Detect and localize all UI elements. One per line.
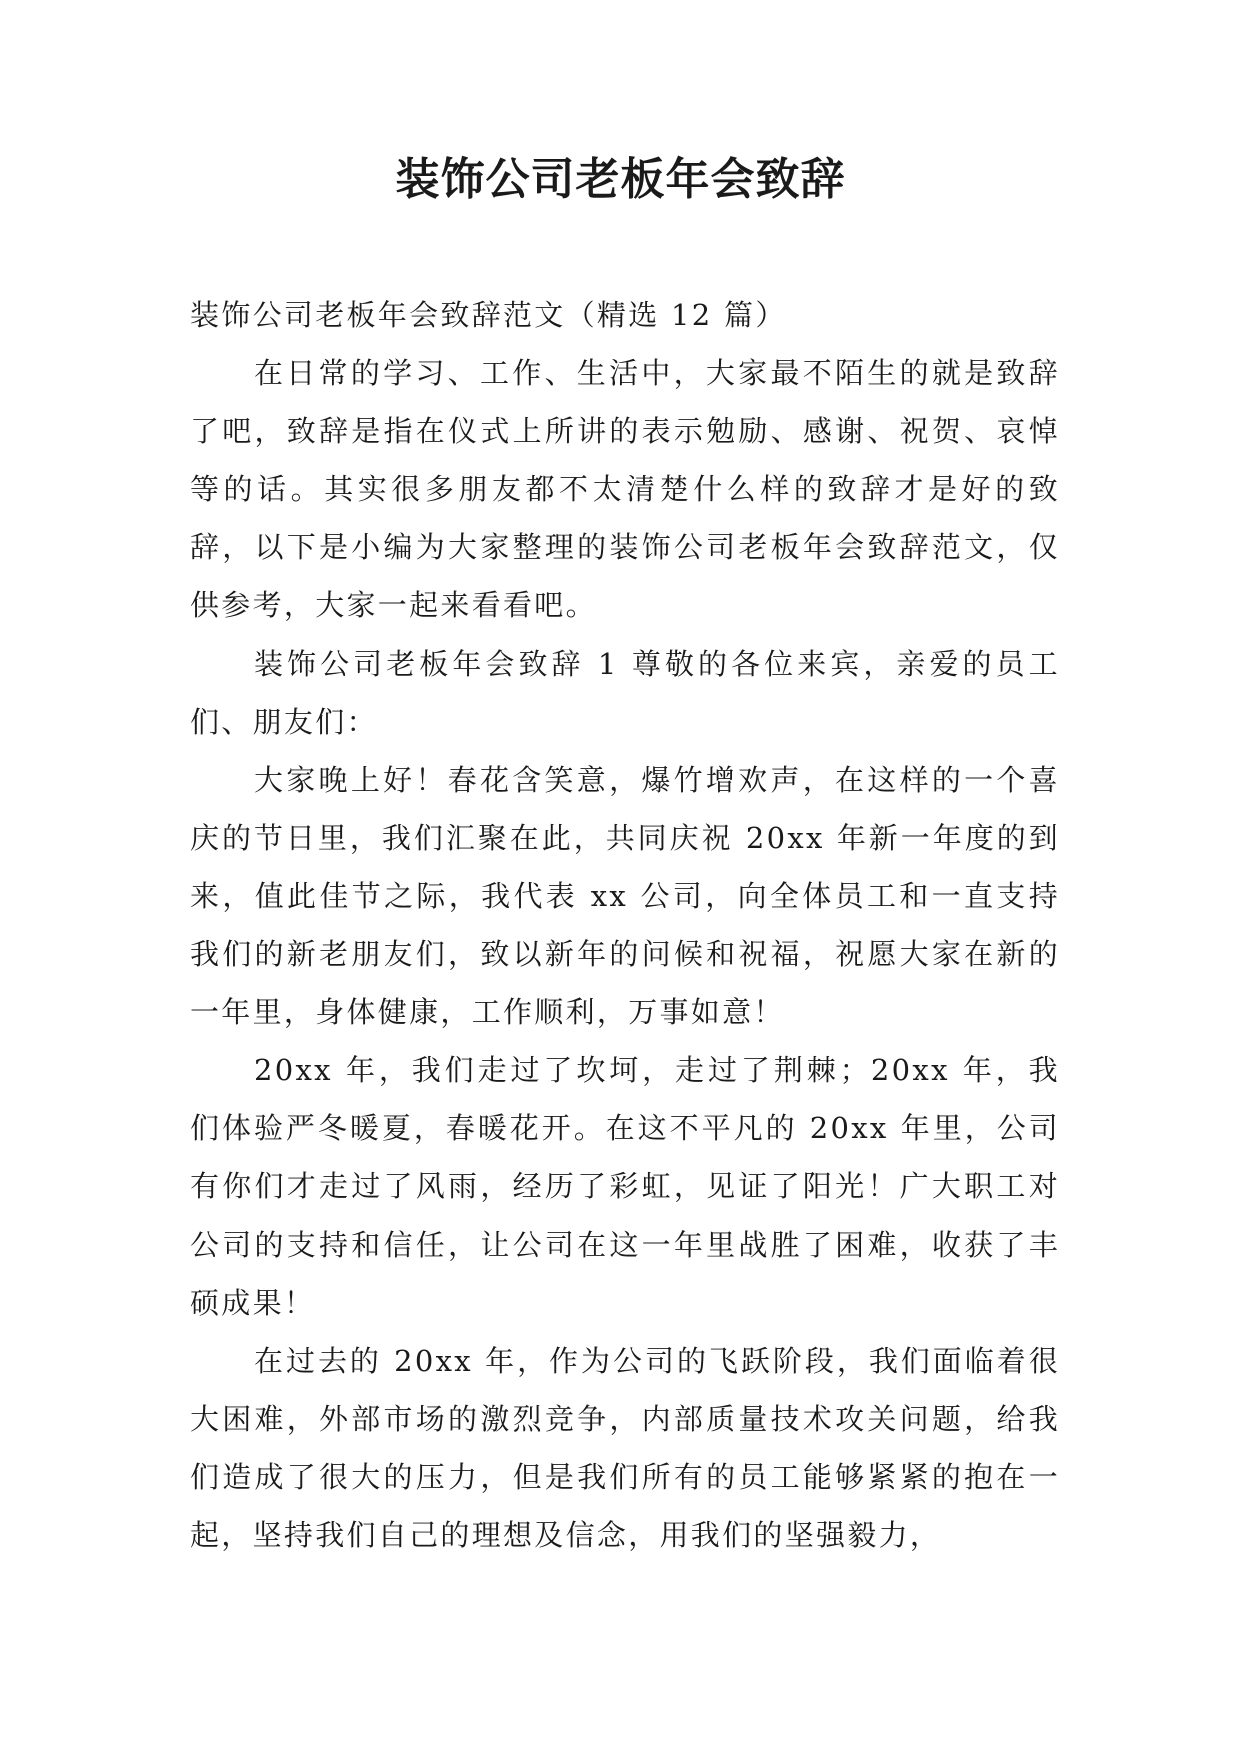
challenge-paragraph: 在过去的 20xx 年，作为公司的飞跃阶段，我们面临着很大困难，外部市场的激烈竞争，内部质量技术攻关问题，给我们造成了很大的压力，但是我们所有的员工能够紧紧的抱在一起，坚持我们自己的理想及信念，用我们的坚强毅力， — [190, 1343, 1060, 1552]
document-title: 装饰公司老板年会致辞 — [395, 154, 846, 205]
speech-heading-paragraph: 装饰公司老板年会致辞 1 尊敬的各位来宾，亲爱的员工们、朋友们： — [190, 646, 1060, 739]
document-body — [190, 286, 1060, 1564]
review-paragraph: 20xx 年，我们走过了坎坷，走过了荆棘；20xx 年，我们体验严冬暖夏，春暖花开。在这不平凡的 20xx 年里，公司有你们才走过了风雨，经历了彩虹，见证了阳光！广大职工对公司的支持和信任，让公司在这一年里战胜了困难，收获了丰硕成果！ — [190, 1053, 1060, 1320]
intro-paragraph: 在日常的学习、工作、生活中，大家最不陌生的就是致辞了吧，致辞是指在仪式上所讲的表示勉励、感谢、祝贺、哀悼等的话。其实很多朋友都不太清楚什么样的致辞才是好的致辞，以下是小编为大家整理的装饰公司老板年会致辞范文，仅供参考，大家一起来看看吧。 — [190, 356, 1060, 623]
subtitle-paragraph: 装饰公司老板年会致辞范文（精选 12 篇） — [190, 298, 787, 332]
greeting-paragraph: 大家晚上好！春花含笑意，爆竹增欢声，在这样的一个喜庆的节日里，我们汇聚在此，共同庆祝 20xx 年新一年度的到来，值此佳节之际，我代表 xx 公司，向全体员工和一直支持我们的新老朋友们，致以新年的问候和祝福，祝愿大家在新的一年里，身体健康，工作顺利，万事如意！ — [190, 762, 1060, 1030]
